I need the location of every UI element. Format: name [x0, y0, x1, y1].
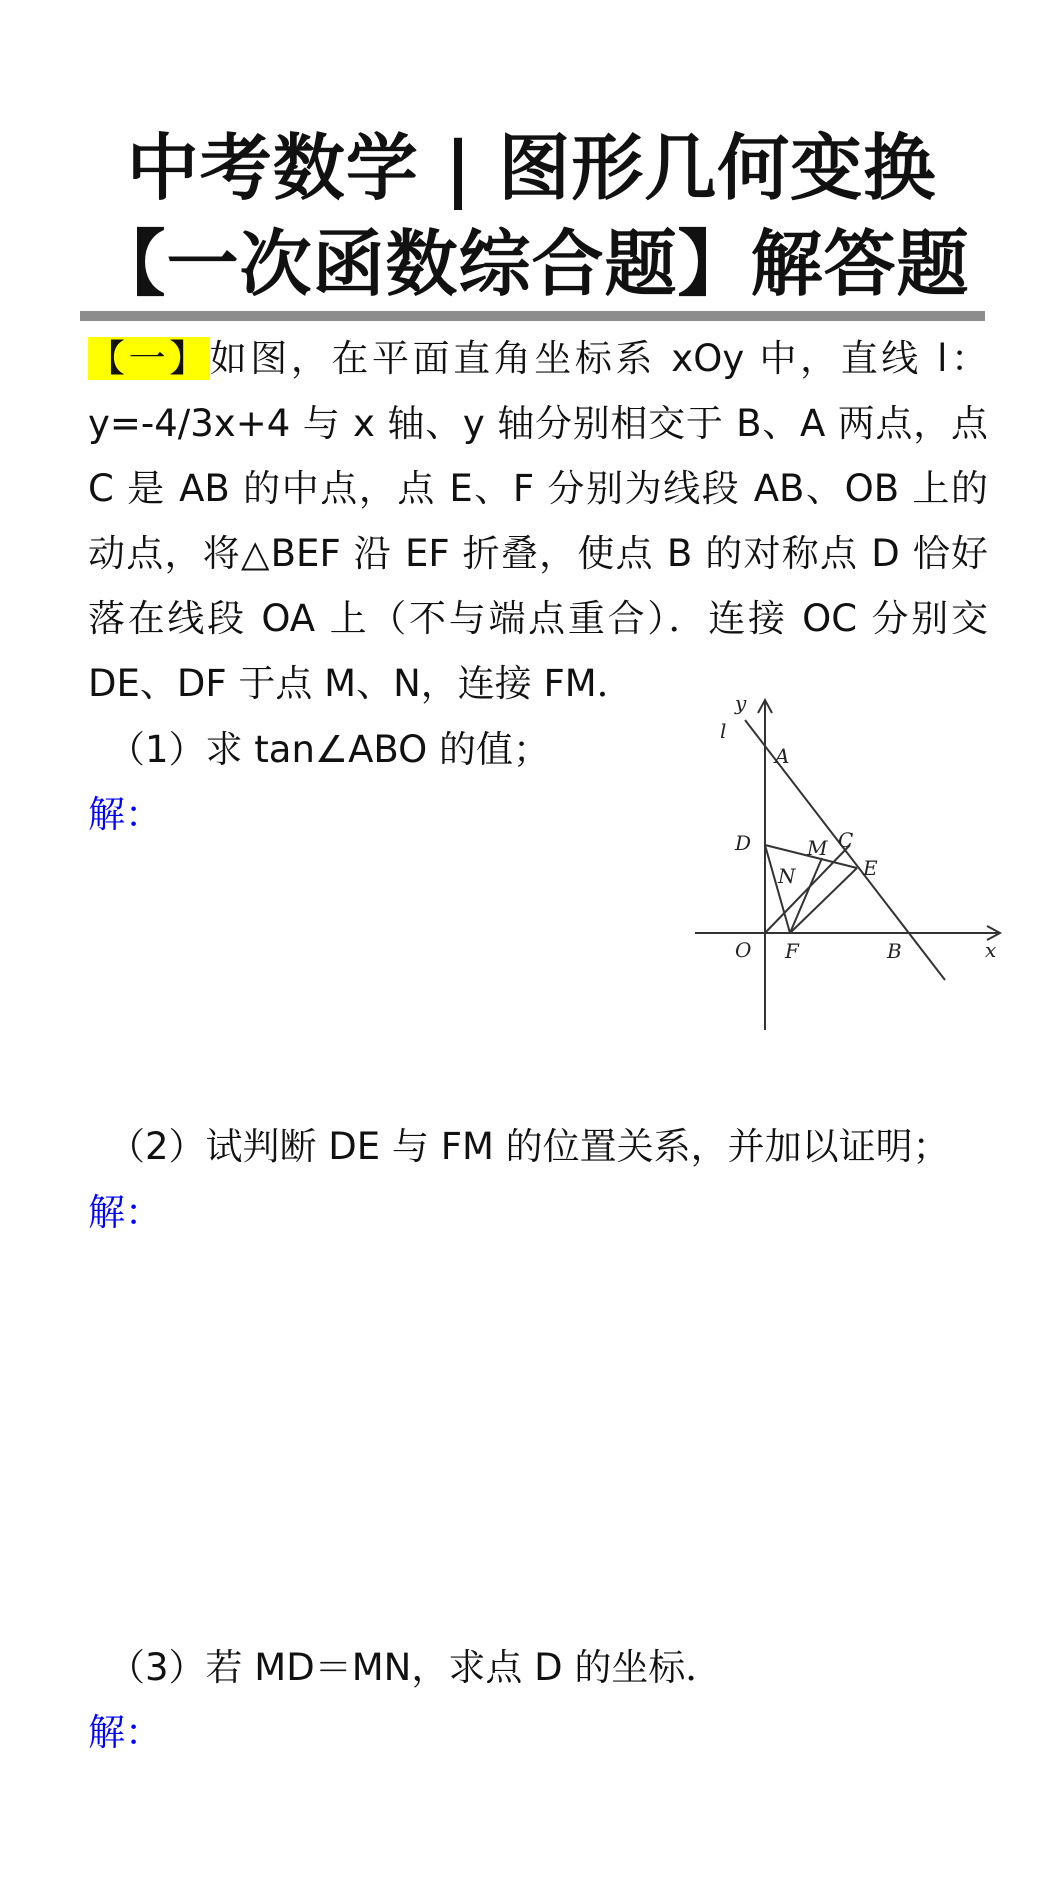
label-f: F — [785, 939, 799, 963]
answer-label-1: 解： — [88, 793, 162, 836]
question-3: （3）若 MD＝MN，求点 D 的坐标． — [108, 1646, 723, 1689]
label-l: l — [720, 719, 727, 743]
label-m: M — [807, 836, 828, 860]
label-d: D — [735, 831, 752, 855]
label-y: y — [735, 695, 747, 715]
title-line-2: 【一次函数综合题】解答题 — [93, 222, 970, 306]
answer-label-3: 解： — [88, 1711, 162, 1754]
label-x: x — [985, 938, 997, 962]
question-2: （2）试判断 DE 与 FM 的位置关系，并加以证明； — [108, 1125, 950, 1168]
label-c: C — [838, 828, 854, 852]
geometry-figure — [695, 695, 1005, 1030]
title-line-1: 中考数学 | 图形几何变换 — [126, 126, 937, 210]
label-n: N — [778, 864, 796, 888]
problem-tag: 【一】 — [88, 337, 210, 380]
label-b: B — [887, 939, 902, 963]
problem-text: 如图，在平面直角坐标系 xOy 中，直线 l：y=-4/3x+4 与 x 轴、y 轴分别相交于 B、A 两点，点 C 是 AB 的中点，点 E、F 分别为线段 AB、OB 上的动点，将△BEF 沿 EF 折叠，使点 B 的对称点 D 恰好落在线段 OA 上（不与端点重合）．连接 OC 分别交 DE、DF 于点 M、N，连接 FM． — [88, 337, 989, 705]
question-1: （1）求 tan∠ABO 的值； — [108, 728, 551, 771]
segment-ef — [790, 868, 857, 933]
label-a: A — [775, 744, 790, 768]
label-o: O — [735, 938, 752, 962]
title-divider — [80, 311, 985, 321]
label-e: E — [863, 856, 878, 880]
answer-label-2: 解： — [88, 1191, 162, 1234]
problem-statement — [88, 326, 988, 716]
